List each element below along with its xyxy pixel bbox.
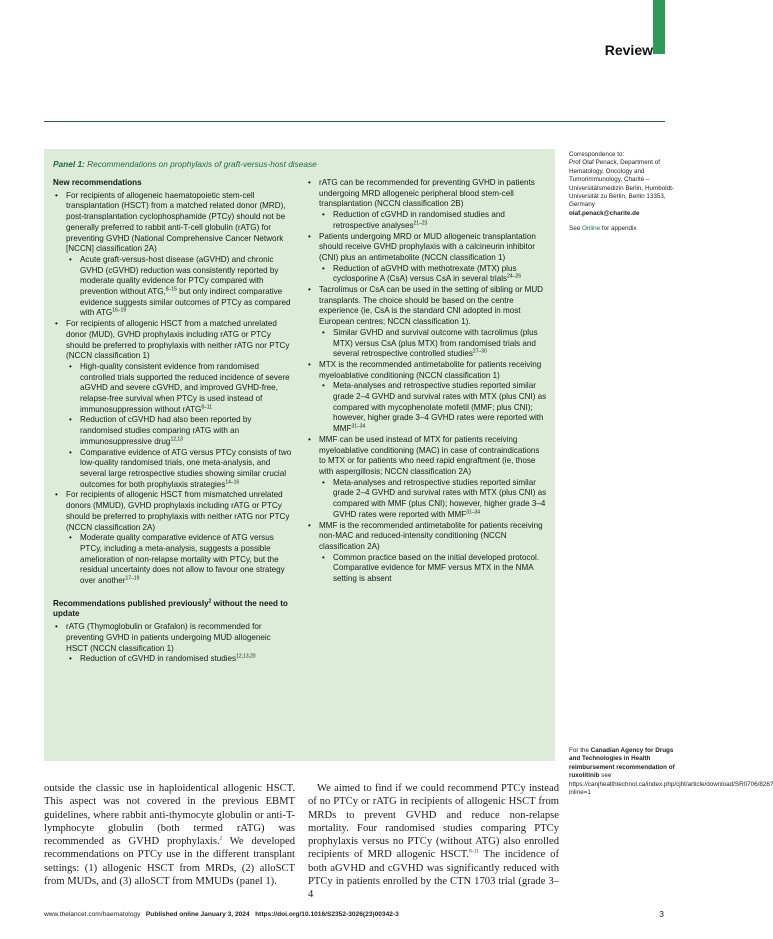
evidence-item: • Moderate quality comparative evidence of ATG versus PTCy, including a meta-analysis, suggests a possible amelioration of non-relapse mortality with PTCy, but the residual uncertainty does not allow to favour one strategy over another$^{17-19}$ xyxy=(66,533,294,587)
appendix-link[interactable]: Online xyxy=(581,225,601,233)
journal-url[interactable]: www.thelancet.com/haematology xyxy=(44,911,141,918)
evidence-item: • Common practice based on the initial developed protocol. Comparative evidence for MMF versus MTX in the NMA setting is absent xyxy=(319,553,547,585)
section-color-tab xyxy=(653,0,665,54)
correspondence-note xyxy=(569,151,674,234)
evidence-item: • High-quality consistent evidence from randomised controlled trials supported the reduced incidence of severe aGVHD and severe cGVHD, and improved GVHD-free, relapse-free survival when PTCy is used instead of immunosuppression without rATG$^{8-11}$ xyxy=(66,362,294,416)
correspondence-author: Prof Olaf Penack, Department of Hematology, Oncology and Tumorimmunology, Charité – Universitätsmedizin Berlin, Humboldt-Universität zu Berlin, Berlin 13353, Germany xyxy=(569,159,674,209)
evidence-item: • Reduction of cGVHD in randomised studies and retrospective analyses$^{21-23}$ xyxy=(319,210,547,231)
continued-recommendations-list xyxy=(306,178,547,585)
body-text-left: outside the classic use in haploidentical allogenic HSCT. This aspect was not covered in the previous EBMT guidelines, where rabbit anti-thymocyte globulin or anti-T-lymphocyte globulin (both termed rATG) was recommended as GVHD prophylaxis.$^2$ We developed recommendations on PTCy use in the different transplant settings: (1) allogenic HSCT from MRDs, (2) alloSCT from MUDs, and (3) alloSCT from MMUDs (panel 1). xyxy=(44,783,295,888)
recommendation-item: • MMF can be used instead of MTX for patients receiving myeloablative conditioning (MAC) in case of contraindications to MTX or for patients who need rapid engraftment (ie, those with aspergillosis; NCCN classification 2A) • Meta-analyses and retrospective studies reported similar grade 2–4 GVHD and survival rates with MTX (plus CNI) as compared with MMF (plus CNI); however, higher grade 3–4 GVHD rates were reported with MMF$^{31-34}$ xyxy=(306,435,547,521)
evidence-item: • Meta-analyses and retrospective studies reported similar grade 2–4 GVHD and survival rates with MTX (plus CNI) as compared with MMF (plus CNI); however, higher grade 3–4 GVHD rates were reported with MMF$^{31-34}$ xyxy=(319,478,547,521)
panel-title: Panel 1: Recommendations on prophylaxis of graft-versus-host disease xyxy=(53,159,317,169)
appendix-note: See Online for appendix xyxy=(569,225,637,233)
page-number: 3 xyxy=(659,909,664,919)
panel-right-column xyxy=(306,178,547,665)
evidence-item: • Reduction of cGVHD had also been reported by randomised studies comparing rATG with an immunosuppressive drug$^{12,13}$ xyxy=(66,415,294,447)
recommendation-item: • Tacrolimus or CsA can be used in the setting of sibling or MUD transplants. The choice should be based on the centre experience (ie, CsA is the standard CNI adopted in most European centres; NCCN classification 1). • Similar GVHD and survival outcome with tacrolimus (plus MTX) versus CsA (plus MTX) from randomised trials and several retrospective controlled studies$^{27-30}$ xyxy=(306,285,547,360)
recommendation-item: • rATG can be recommended for preventing GVHD in patients undergoing MRD allogeneic peripheral blood stem-cell transplantation (NCCN classification 2B) • Reduction of cGVHD in randomised studies and retrospective analyses$^{21-23}$ xyxy=(306,178,547,232)
new-recommendations-heading: New recommendations xyxy=(53,178,142,187)
correspondence-email[interactable]: olaf.penack@charite.de xyxy=(569,209,640,217)
evidence-item: • Similar GVHD and survival outcome with tacrolimus (plus MTX) versus CsA (plus MTX) from randomised trials and several retrospective controlled studies$^{27-30}$ xyxy=(319,328,547,360)
recommendation-item: • For recipients of allogenic HSCT from mismatched unrelated donors (MMUD), GVHD prophylaxis including rATG or PTCy should be preferred to prophylaxis with neither rATG nor PTCy (NCCN classification 2A) • Moderate quality comparative evidence of ATG versus PTCy, including a meta-analysis, suggests a possible amelioration of non-relapse mortality with PTCy, but the residual uncertainty does not allow to favour one strategy over another$^{17-19}$ xyxy=(53,490,294,586)
section-label: Review xyxy=(604,42,653,58)
recommendation-item: • For recipients of allogeneic haematopoietic stem-cell transplantation (HSCT) from a matched related donor (MRD), post-transplantation cyclophosphamide (PTCy) should not be generally preferred to rabbit anti-T-cell globulin (rATG) for preventing GVHD (National Comprehensive Cancer Network [NCCN] classification 2A) • Acute graft-versus-host disease (aGVHD) and chronic GVHD (cGVHD) reduction was consistently reported by moderate quality evidence for PTCy compared with prevention without ATG,$^{8-15}$ but only indirect comparative evidence suggests similar outcomes of PTCy as compared with ATG$^{16-19}$ xyxy=(53,191,294,319)
panel-left-column xyxy=(53,178,294,665)
page-footer: www.thelancet.com/haematology Published online January 3, 2024 https://doi.org/10.1016/S2352-3026(23)00342-3 xyxy=(44,911,399,918)
recommendation-item: • MTX is the recommended antimetabolite for patients receiving myeloablative conditioning (NCCN classification 1) • Meta-analyses and retrospective studies reported similar grade 2–4 GVHD and survival rates with MTX (plus CNI) as compared with mycophenolate mofetil (MMF; plus CNI); however, higher grade 3–4 GVHD rates were reported with MMF$^{31-34}$ xyxy=(306,360,547,435)
cadth-link[interactable]: see https://canjhealthtechnol.ca/index.php/cjht/article/download/SR0706/826?inline=1 xyxy=(569,772,773,797)
evidence-item: • Meta-analyses and retrospective studies reported similar grade 2–4 GVHD and survival rates with MTX (plus CNI) as compared with mycophenolate mofetil (MMF; plus CNI); however, higher grade 3–4 GVHD rates were reported with MMF$^{31-34}$ xyxy=(319,381,547,435)
cadth-note: For the Canadian Agency for Drugs and Technologies in Health reimbursement recommendation of ruxolitinib see https://canjhealthtechnol.ca/index.php/cjht/article/download/SR0706/826?inline=1 xyxy=(569,747,773,797)
recommendation-item: • For recipients of allogenic HSCT from a matched unrelated donor (MUD), GVHD prophylaxis including rATG or PTCy should be preferred to prophylaxis with neither rATG nor PTCy (NCCN classification 1) • High-quality consistent evidence from randomised controlled trials supported the reduced incidence of severe aGVHD and severe cGVHD, and improved GVHD-free, relapse-free survival when PTCy is used instead of immunosuppression without rATG$^{8-11}$ • Reduction of cGVHD had also been reported by randomised studies comparing rATG with an immunosuppressive drug$^{12,13}$ • Comparative evidence of ATG versus PTCy consists of two low-quality randomised trials, one meta-analysis, and several large retrospective studies showing similar crucial outcomes for both prophylaxis strategies$^{14-16}$ xyxy=(53,319,294,490)
evidence-item: • Acute graft-versus-host disease (aGVHD) and chronic GVHD (cGVHD) reduction was consistently reported by moderate quality evidence for PTCy compared with prevention without ATG,$^{8-15}$ but only indirect comparative evidence suggests similar outcomes of PTCy as compared with ATG$^{16-19}$ xyxy=(66,255,294,319)
evidence-item: • Comparative evidence of ATG versus PTCy consists of two low-quality randomised trials, one meta-analysis, and several large retrospective studies showing similar crucial outcomes for both prophylaxis strategies$^{14-16}$ xyxy=(66,448,294,491)
previous-recommendations-list xyxy=(53,622,294,665)
recommendation-item: • MMF is the recommended antimetabolite for patients receiving non-MAC and reduced-intensity conditioning (NCCN classification 2A) • Common practice based on the initial developed protocol. Comparative evidence for MMF versus MTX in the NMA setting is absent xyxy=(306,521,547,585)
recommendations-panel xyxy=(44,149,555,761)
doi-link[interactable]: https://doi.org/10.1016/S2352-3026(23)00342-3 xyxy=(255,911,399,918)
recommendation-item: • Patients undergoing MRD or MUD allogeneic transplantation should receive GVHD prophylaxis with a calcineurin inhibitor (CNI) plus an antimetabolite (NCCN classification 1) • Reduction of aGVHD with methotrexate (MTX) plus cyclosporine A (CsA) versus CsA in several trials$^{24-26}$ xyxy=(306,232,547,286)
header-rule xyxy=(44,121,665,122)
new-recommendations-list xyxy=(53,191,294,587)
recommendation-item: • rATG (Thymoglobulin or Grafalon) is recommended for preventing GVHD in patients undergoing MUD allogeneic HSCT (NCCN classification 1) • Reduction of cGVHD in randomised studies$^{12,13,20}$ xyxy=(53,622,294,665)
body-text-right: We aimed to find if we could recommend PTCy instead of no PTCy or rATG in recipients of allogenic HSCT from MRDs to prevent GVHD and reduce non-relapse mortality. Four randomised studies comparing PTCy prophylaxis versus no PTCy (without ATG) also enrolled recipients of MRD allogenic HSCT.$^{8-11}$ The incidence of both aGVHD and cGVHD was significantly reduced with PTCy in patients enrolled by the CTN 1703 trial (grade 3–4 xyxy=(308,783,559,901)
evidence-item: • Reduction of cGVHD in randomised studies$^{12,13,20}$ xyxy=(66,654,294,665)
previous-recommendations-heading: Recommendations published previously$^2$ without the need to update xyxy=(53,598,288,619)
evidence-item: • Reduction of aGVHD with methotrexate (MTX) plus cyclosporine A (CsA) versus CsA in several trials$^{24-26}$ xyxy=(319,264,547,285)
correspondence-label: Correspondence to: xyxy=(569,151,625,158)
